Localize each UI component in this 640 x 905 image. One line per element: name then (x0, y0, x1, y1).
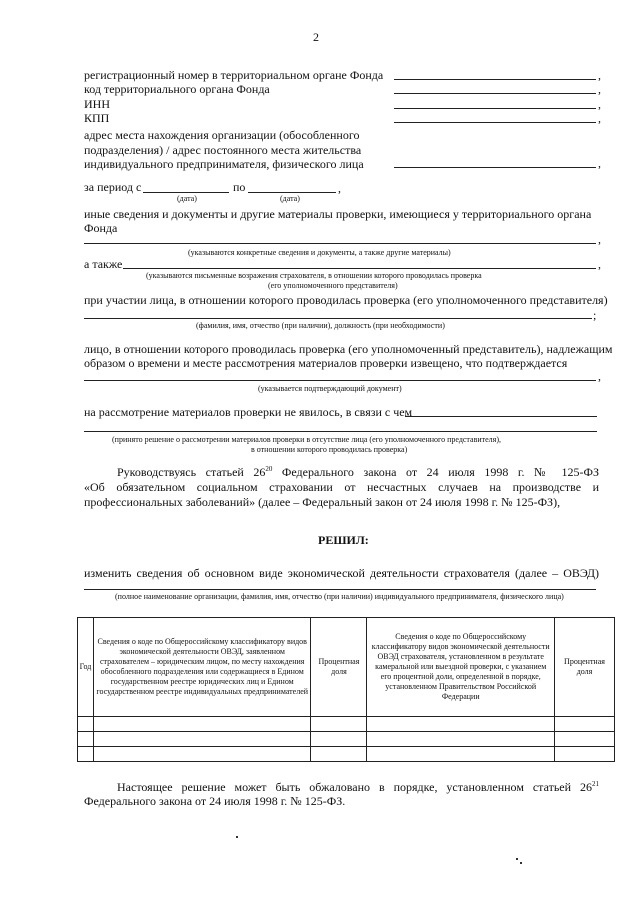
scan-speck (236, 836, 238, 838)
table-cell[interactable] (367, 732, 555, 747)
absent-line: на рассмотрение материалов проверки не явилось, в связи с чем (84, 405, 413, 419)
kpp-input-line[interactable] (394, 122, 596, 123)
oved-table (77, 617, 615, 762)
scan-speck (516, 858, 518, 860)
address-label-2: подразделения) / адрес постоянного места жительства (84, 143, 362, 157)
scan-speck (520, 862, 522, 864)
table-row (78, 732, 615, 747)
guided-line3: профессиональных заболеваний» (далее – Федеральный закон от 24 июля 1998 г. № 125-ФЗ), (84, 495, 561, 509)
period-to-label: по (233, 180, 246, 194)
notified-hint: (указывается подтверждающий документ) (258, 384, 402, 393)
also-hint-1: (указываются письменные возражения страхователя, в отношении которого проводилась проверка (146, 271, 482, 280)
absent-hint-1: (принято решение о рассмотрении материалов проверки в отсутствие лица (его уполномоченного представителя), (112, 435, 502, 444)
appeal-line1: Настоящее решение может быть обжаловано в порядке, установленном статьей $26^{21}$ (117, 780, 599, 794)
period-from-input-line[interactable] (143, 192, 229, 193)
notified-comma: , (598, 369, 601, 383)
table-cell[interactable] (78, 717, 94, 732)
period-comma: , (338, 181, 341, 195)
participation-hint: (фамилия, имя, отчество (при наличии), должность (при необходимости) (196, 321, 445, 330)
inn-label: ИНН (84, 97, 110, 111)
also-label: а также (84, 257, 123, 271)
also-hint-2: (его уполномоченного представителя) (268, 281, 398, 290)
change-line: изменить сведения об основном виде экономической деятельности страхователя (далее – ОВЭД) (84, 566, 599, 580)
address-input-line[interactable] (394, 167, 596, 168)
table-cell[interactable] (311, 717, 367, 732)
other-info-hint: (указываются конкретные сведения и документы, а также другие материалы) (188, 248, 451, 257)
table-cell[interactable] (555, 717, 615, 732)
appeal-line2: Федерального закона от 24 июля 1998 г. № 125-ФЗ. (84, 794, 346, 808)
table-cell[interactable] (311, 732, 367, 747)
table-cell[interactable] (311, 747, 367, 762)
kpp-label: КПП (84, 111, 110, 125)
notified-input-line[interactable] (84, 380, 596, 381)
change-hint: (полное наименование организации, фамилия, имя, отчество (при наличии) индивидуального предпринимателя, физического лица) (115, 592, 564, 601)
absent-input-line-1[interactable] (405, 416, 597, 417)
guided-line2: «Об обязательном социальном страховании от несчастных случаев на производстве и (84, 480, 599, 494)
period-from-label: за период с (84, 180, 142, 194)
table-cell[interactable] (555, 732, 615, 747)
other-info-line2: Фонда (84, 221, 118, 235)
table-row (78, 747, 615, 762)
address-label-1: адрес места нахождения организации (обособленного (84, 128, 360, 142)
page-number: 2 (313, 30, 319, 44)
participation-line: при участии лица, в отношении которого проводилась проверка (его уполномоченного представителя) (84, 293, 608, 307)
col-year-header: Год (78, 618, 94, 717)
table-cell[interactable] (93, 717, 310, 732)
table-cell[interactable] (93, 747, 310, 762)
table-cell[interactable] (367, 747, 555, 762)
col-percent2-header: Процентная доля (555, 618, 615, 717)
col-declared-header: Сведения о коде по Общероссийскому классификатору видов экономической деятельности ОВЭД, заявленном страхователем – юридическим лицом, по месту нахождения обособленного подразделения или содержащиеся в Едином государственном реестре юридических лиц и Едином государственном реестре индивидуальных предпринимателей (93, 618, 310, 717)
col-established-header: Сведения о коде по Общероссийскому классификатору видов экономической деятельности ОВЭД страхователя, установленном в результате камеральной или выездной проверки, с указанием его процентной доли, определенной в порядке, установленном Правительством Российской Федерации (367, 618, 555, 717)
absent-hint-2: в отношении которого проводилась проверка) (251, 445, 408, 454)
table-cell[interactable] (78, 747, 94, 762)
table-cell[interactable] (78, 732, 94, 747)
decided-heading: РЕШИЛ: (318, 533, 369, 547)
fund-code-comma: , (598, 82, 601, 96)
reg-number-label: регистрационный номер в территориальном органе Фонда (84, 68, 384, 82)
notified-line2: образом о времени и месте рассмотрения материалов проверки извещено, что подтверждается (84, 356, 568, 370)
table-cell[interactable] (555, 747, 615, 762)
fund-code-label: код территориального органа Фонда (84, 82, 270, 96)
reg-number-input-line[interactable] (394, 79, 596, 80)
period-from-hint: (дата) (177, 194, 197, 203)
also-input-line[interactable] (123, 268, 596, 269)
inn-input-line[interactable] (394, 108, 596, 109)
period-to-input-line[interactable] (248, 192, 336, 193)
participation-semicolon: ; (593, 308, 597, 322)
fund-code-input-line[interactable] (394, 93, 596, 94)
address-label-3: индивидуального предпринимателя, физического лица (84, 157, 364, 171)
col-percent1-header: Процентная доля (311, 618, 367, 717)
also-comma: , (598, 257, 601, 271)
absent-input-line-2[interactable] (84, 431, 597, 432)
other-info-comma: , (598, 232, 601, 246)
reg-number-comma: , (598, 68, 601, 82)
period-to-hint: (дата) (280, 194, 300, 203)
table-cell[interactable] (367, 717, 555, 732)
table-row (78, 717, 615, 732)
participation-input-line[interactable] (84, 318, 592, 319)
address-comma: , (598, 156, 601, 170)
other-info-line1: иные сведения и документы и другие материалы проверки, имеющиеся у территориального органа (84, 207, 592, 221)
table-cell[interactable] (93, 732, 310, 747)
notified-line1: лицо, в отношении которого проводилась проверка (его уполномоченный представитель), надлежащим (84, 342, 613, 356)
kpp-comma: , (598, 111, 601, 125)
other-info-input-line[interactable] (84, 243, 596, 244)
guided-line1: Руководствуясь статьей $26^{20}$ Федерального закона от 24 июля 1998 г. № 125-ФЗ (117, 465, 599, 479)
change-input-line[interactable] (84, 589, 596, 590)
inn-comma: , (598, 97, 601, 111)
